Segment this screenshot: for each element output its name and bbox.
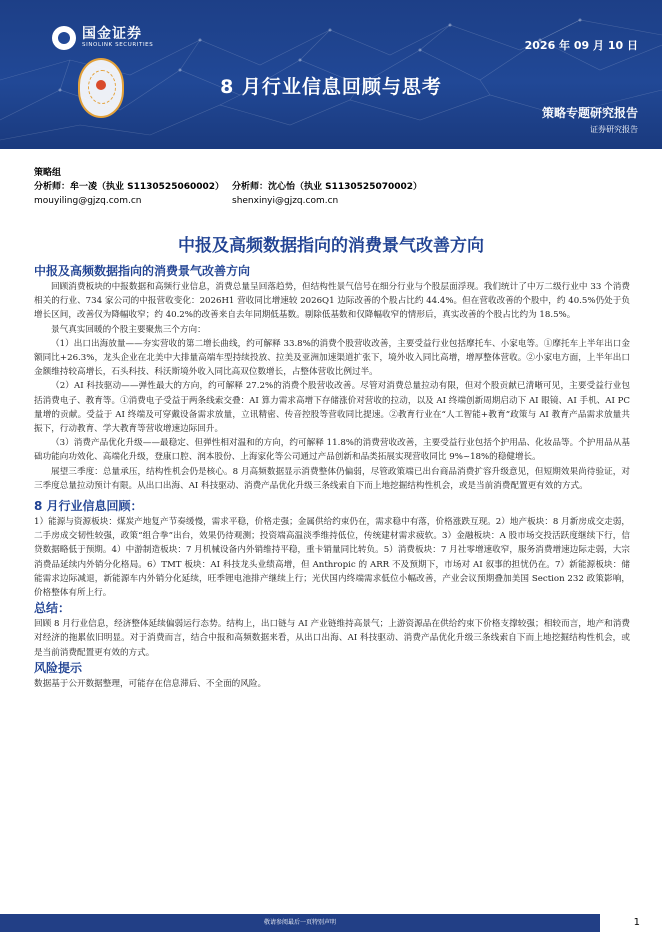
logo-icon [52,26,76,50]
analyst-2: 分析师：沈心怡（执业 S1130525070002） [232,182,423,192]
report-title: 8 月行业信息回顾与思考 [220,76,442,98]
paragraph: （2）AI 科技驱动——弹性最大的方向，约可解释 27.2%的消费个股营收改善。尽管对消费总量拉动有限，但对个股贡献已清晰可见，主要受益行业包括消费电子、教育等。①消费电子受益于两条线索交叠：AI 算力需求高增下存储涨价对营收的拉动，以及 AI 终端创新周期启动下 AI 眼镜、AI 手机、AI PC 量增的贡献。受益于 AI 终端及可穿戴设备需求放量，立讯精密、传音控股等营收同比提速。②教育行业在“人工智能+教育”政策与 AI 教育产品需求放量共振下，行动教育、学大教育等营收增速边际回升。 [34,381,630,435]
paragraph: 数据基于公开数据整理，可能存在信息滞后、不全面的风险。 [34,678,267,689]
author-block [34,166,422,208]
paragraph: 展望三季度：总量承压，结构性机会仍是核心。8 月高频数据显示消费整体仍偏弱，尽管政策端已出台商品消费扩容升级意见，但短期效果尚待验证，对三季度总量拉动预计有限。从出口出海、AI 科技驱动、消费产品优化升级三条线索自下而上地挖掘结构性机会，或是当前消费配置更有效的方式。 [34,466,630,491]
company-logo [52,26,153,50]
logo-name-cn: 国金证券 [82,26,142,42]
header-banner [0,0,662,149]
team-name: 策略组 [34,168,62,178]
section-heading-risk: 风险提示 [34,660,83,675]
paragraph: （1）出口出海放量——夯实营收的第二增长曲线，约可解释 33.8%的消费个股营收改善，主要受益行业包括摩托车、小家电等。①摩托车上半年出口金额同比+26.3%，龙头企业在北美中大排量高端车型持续投放、拉美及亚洲加速渠道扩张下，境外收入同比高增，增厚整体营收。②小家电方面，上半年出口金额维持较高增长，石头科技、科沃斯境外收入同比高双位数增长，占整体营收比例过半。 [34,338,630,378]
footer-disclaimer[interactable]: 敬请参阅最后一页特别声明 [0,914,600,932]
paragraph: 回顾 8 月行业信息，经济整体延续偏弱运行态势。结构上，出口链与 AI 产业链维持高景气；上游资源品在供给约束下价格支撑较强；相较而言，地产和消费对经济的拖累依旧明显。对于消费而言，结合中报和高频数据来看，从出口出海、AI 科技驱动、消费产品优化升级三条线索自下而上地挖掘结构性机会，或是当前消费配置更有效的方式。 [34,619,630,658]
report-date: 2026 年 09 月 10 日 [524,39,638,52]
logo-name-en: SINOLINK SECURITIES [82,42,154,48]
paragraph: 1）能源与资源板块：煤炭产地复产节奏缓慢，需求平稳，价格走强；金属供给约束仍在，需求稳中有落，价格涨跌互现。2）地产板块：8 月新房成交走弱，二手房成交韧性较强，政策“组合拳”出台，效果仍待观测；投资端高温淡季维持低位，传统建材需求疲软。3）金融板块：A 股市场交投活跃度继续下行，信贷数据略低于预期。4）中游制造板块：7 月机械设备内外销维持平稳，重卡销量同比转负。5）消费板块：7 月社零增速收窄，服务消费增速边际走弱，大宗消费品延续内外销分化格局。6）TMT 板块：AI 科技龙头业绩高增，但 Anthropic 的 ARR 不及预期下，市场对 AI 叙事的担忧仍在。7）新能源板块：储能需求边际减退，新能源车内外销分化延续，旺季锂电池排产继续上行；光伏国内终端需求低位小幅改善，产业会议预期叠加美国 Section 232 政策影响，价格整体有所上行。 [34,517,630,599]
section-heading-industry-review: 8 月行业信息回顾： [34,499,143,514]
paragraph: （3）消费产品优化升级——最稳定、但弹性相对温和的方向，约可解释 11.8%的消费营收改善，主要受益行业包括个护用品、化妆品等。个护用品从基础功能向功效化、高端化升级，登康口腔、润本股份、上海家化等公司通过产品创新和品类拓展实现营收同比 9%~18%的稳健增长。 [34,438,630,463]
paragraph: 景气真实回暖的个股主要聚焦三个方向： [51,324,206,335]
document-title: 中报及高频数据指向的消费景气改善方向 [178,236,484,256]
report-type: 策略专题研究报告 [541,106,638,120]
report-body [34,263,630,691]
paragraph: 回顾消费板块的中报数据和高频行业信息，消费总量呈回落趋势，但结构性景气信号在细分行业与个股层面浮现。我们统计了中万二级行业中 33 个消费相关的行业、734 家公司的中报营收变化：2026H1 营收同比增速较 2026Q1 边际改善的个股占比约 44.4%。但在营收改善的个股中，约 40.5%仍处于负增长区间，改善仅为降幅收窄；约 40.2%的改善来自去年同期低基数。剔除低基数和仅降幅收窄的情形后，真实改善的个股占比约为 18.5%。 [34,282,630,321]
analyst-2-email[interactable]: shenxinyi@gjzq.com.cn [232,196,339,206]
page-number: 1 [633,917,640,928]
section-heading-summary: 总结： [34,601,71,616]
page-footer [0,906,662,936]
analyst-1-email[interactable]: mouyiling@gjzq.com.cn [34,196,142,206]
section-heading-consumption: 中报及高频数据指向的消费景气改善方向 [34,264,251,278]
analyst-1: 分析师：牟一凌（执业 S1130525060002） [34,182,225,192]
report-category: 证券研究报告 [590,125,638,134]
